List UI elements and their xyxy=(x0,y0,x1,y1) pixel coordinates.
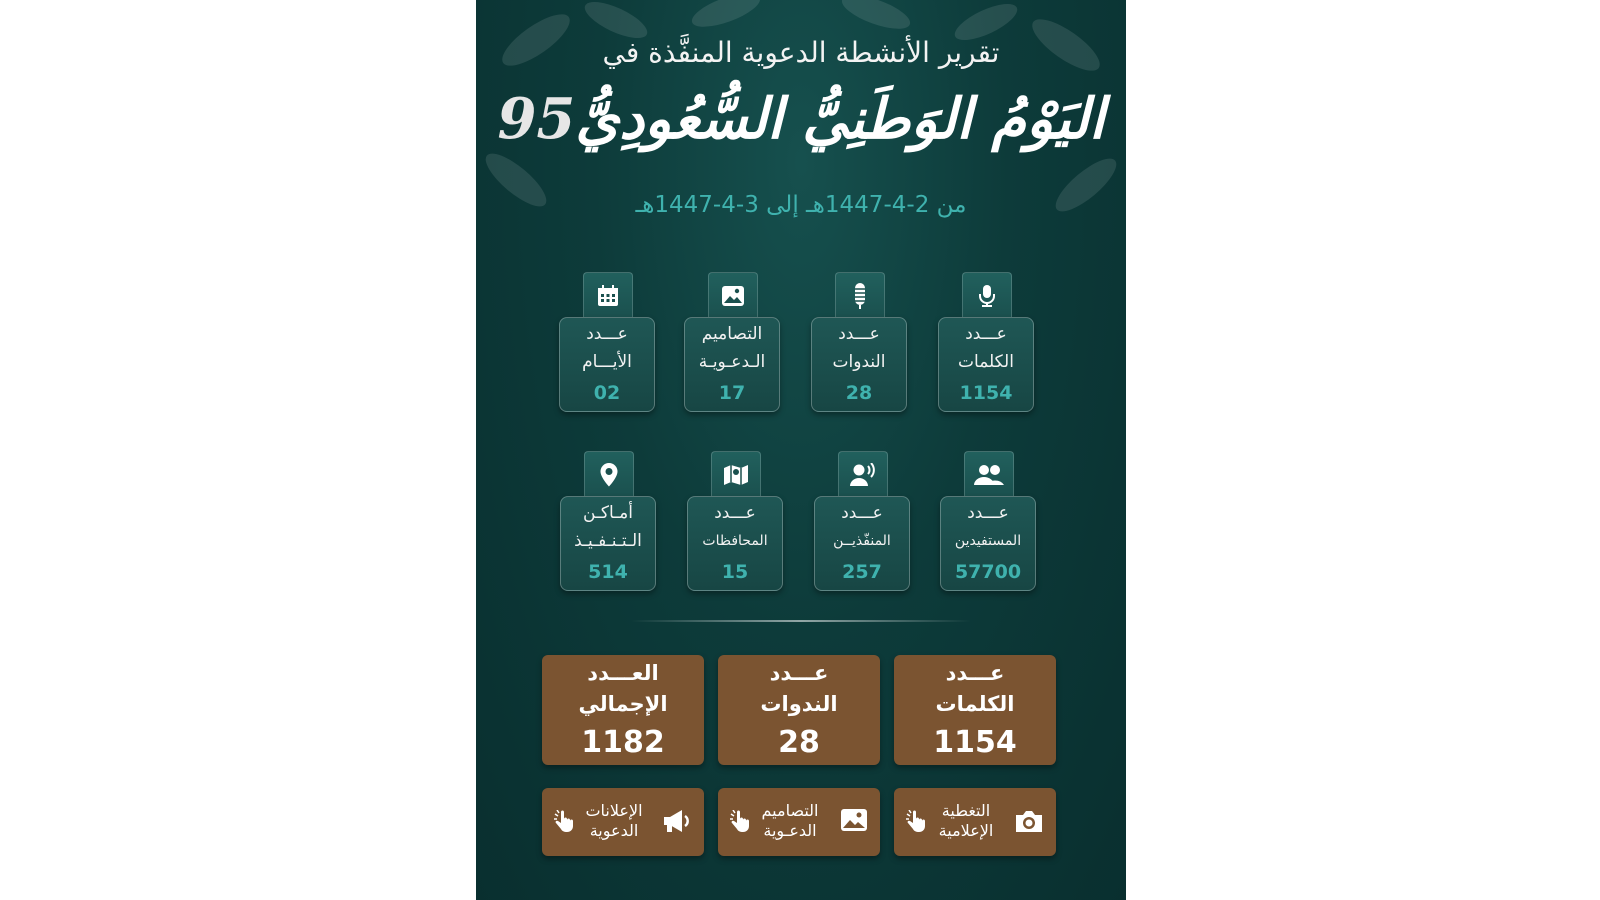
stat-label: عـــدد xyxy=(586,324,628,344)
stat-card-executors xyxy=(814,451,910,591)
stat-card-beneficiaries xyxy=(940,451,1036,591)
button-label: الدعـوية xyxy=(763,821,817,840)
stat-label: عـــدد xyxy=(841,503,883,523)
camera-icon xyxy=(1014,808,1044,838)
stat-label: المنفّذيــن xyxy=(833,533,891,549)
stat-card-seminars xyxy=(811,272,907,412)
stat-label: الكلمات xyxy=(958,352,1014,372)
stat-value: 17 xyxy=(718,382,746,404)
stat-label: أمـاكـن xyxy=(582,503,633,523)
total-card-speeches xyxy=(894,655,1056,765)
button-label: الدعوية xyxy=(589,821,639,840)
speaker-person-icon xyxy=(838,451,888,498)
image-icon xyxy=(840,808,868,836)
date-range: من 2-4-1447هـ إلى 3-4-1447هـ xyxy=(635,192,967,218)
stat-value: 514 xyxy=(588,561,628,583)
total-value: 1154 xyxy=(933,725,1017,760)
section-divider xyxy=(631,620,971,622)
users-icon xyxy=(964,451,1014,498)
stat-label: المستفيدين xyxy=(954,533,1022,549)
total-label: عـــدد xyxy=(945,661,1005,685)
button-label: الإعلامية xyxy=(938,821,994,840)
stat-value: 02 xyxy=(593,382,621,404)
stat-label: التصاميم xyxy=(701,324,763,344)
stat-label: المحافظات xyxy=(702,533,768,549)
pointing-hand-icon xyxy=(728,810,752,838)
image-icon xyxy=(708,272,758,319)
podium-mic-icon xyxy=(835,272,885,319)
stat-card-governorates xyxy=(687,451,783,591)
stat-value: 57700 xyxy=(954,561,1022,583)
total-label: العـــدد xyxy=(587,661,659,685)
stat-label: الـدعـويـة xyxy=(698,352,766,372)
national-day-number: 95 xyxy=(497,86,576,152)
media-coverage-button[interactable] xyxy=(894,788,1056,856)
stat-card-designs xyxy=(684,272,780,412)
button-label: التغطية xyxy=(941,801,991,820)
total-value: 28 xyxy=(778,725,820,760)
national-day-text: اليَوْمُ الوَطَنِيُّ السُّعُودِيُّ xyxy=(575,86,1105,152)
national-day-title xyxy=(476,86,1126,152)
total-label: الإجمالي xyxy=(578,692,668,716)
stat-label: عـــدد xyxy=(838,324,880,344)
calendar-icon xyxy=(583,272,633,319)
pointing-hand-icon xyxy=(904,810,928,838)
stat-value: 15 xyxy=(721,561,749,583)
megaphone-icon xyxy=(662,808,692,838)
designs-button[interactable] xyxy=(718,788,880,856)
stat-label: عـــدد xyxy=(714,503,756,523)
report-poster xyxy=(476,0,1126,900)
report-title: تقرير الأنشطة الدعوية المنفَّذة في xyxy=(602,36,1000,69)
total-label: الكلمات xyxy=(935,692,1015,716)
button-label: الإعلانات xyxy=(585,801,643,820)
microphone-icon xyxy=(962,272,1012,319)
stat-value: 257 xyxy=(842,561,882,583)
button-label: التصاميم xyxy=(761,801,819,820)
stat-label: عـــدد xyxy=(965,324,1007,344)
announcements-button[interactable] xyxy=(542,788,704,856)
stat-card-days xyxy=(559,272,655,412)
stat-value: 1154 xyxy=(959,382,1013,404)
total-card-overall xyxy=(542,655,704,765)
stat-label: الندوات xyxy=(832,352,886,372)
location-pin-icon xyxy=(584,451,634,498)
stat-card-speeches xyxy=(938,272,1034,412)
stat-value: 28 xyxy=(845,382,873,404)
stat-label: الأيـــام xyxy=(582,352,632,372)
stat-label: عـــدد xyxy=(967,503,1009,523)
pointing-hand-icon xyxy=(552,810,576,838)
total-label: الندوات xyxy=(760,692,838,716)
stat-card-locations xyxy=(560,451,656,591)
total-value: 1182 xyxy=(581,725,665,760)
map-icon xyxy=(711,451,761,498)
stat-label: الـتـنـفـيـذ xyxy=(574,531,642,551)
total-card-seminars xyxy=(718,655,880,765)
total-label: عـــدد xyxy=(769,661,829,685)
